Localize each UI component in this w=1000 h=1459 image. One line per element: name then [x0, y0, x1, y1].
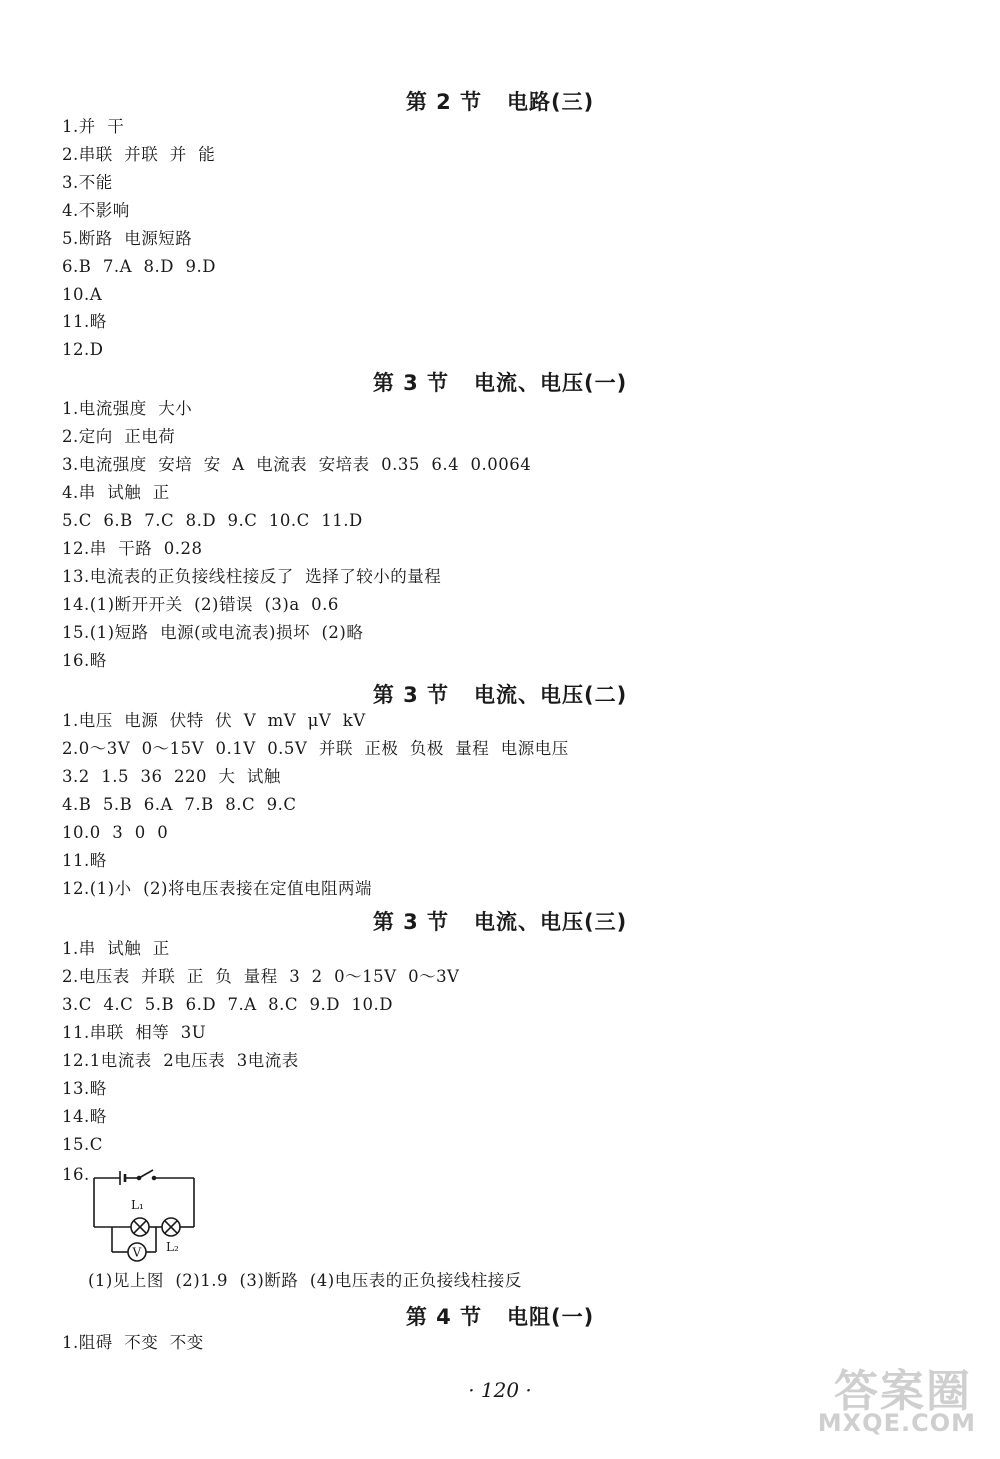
- answer-line: 12.(1)小 (2)将电压表接在定值电阻两端: [62, 879, 372, 898]
- answer-line: 2.串联 并联 并 能: [62, 145, 216, 164]
- answer-line: 10.0 3 0 0: [62, 823, 169, 842]
- answer-line: 11.串联 相等 3U: [62, 1023, 207, 1042]
- answer-line: 1.电流强度 大小: [62, 399, 193, 418]
- answer-line: 3.不能: [62, 173, 113, 192]
- watermark-logo: 答案圈: [834, 1366, 972, 1417]
- answer-line: 5.断路 电源短路: [62, 229, 193, 248]
- answer-line: 3.C 4.C 5.B 6.D 7.A 8.C 9.D 10.D: [62, 995, 393, 1014]
- answer-line: 13.略: [62, 1079, 107, 1098]
- figure-caption: (1)见上图 (2)1.9 (3)断路 (4)电压表的正负接线柱接反: [88, 1271, 522, 1290]
- answer-line: 2.电压表 并联 正 负 量程 3 2 0～15V 0～3V: [62, 967, 460, 986]
- circuit-diagram: [90, 1165, 220, 1265]
- answer-line: 15.C: [62, 1135, 103, 1154]
- answer-line: 16.: [62, 1165, 90, 1184]
- answer-line: 1.电压 电源 伏特 伏 V mV μV kV: [62, 711, 366, 730]
- answer-line: 3.电流强度 安培 安 A 电流表 安培表 0.35 6.4 0.0064: [62, 455, 532, 474]
- answer-line: 3.2 1.5 36 220 大 试触: [62, 767, 281, 786]
- answer-line: 15.(1)短路 电源(或电流表)损坏 (2)略: [62, 623, 364, 642]
- section-title: 第 3 节 电流、电压(二): [372, 683, 628, 707]
- section-title: 第 3 节 电流、电压(一): [372, 371, 628, 395]
- answer-line: 2.定向 正电荷: [62, 427, 176, 446]
- answer-line: 4.B 5.B 6.A 7.B 8.C 9.C: [62, 795, 297, 814]
- watermark: [782, 1355, 982, 1445]
- answer-line: 4.不影响: [62, 201, 130, 220]
- section-title: 第 2 节 电路(三): [405, 90, 595, 114]
- watermark-url: MXQE.COM: [817, 1409, 976, 1437]
- lamp-label: L₁: [131, 1198, 144, 1212]
- lamp-label: L₂: [166, 1240, 179, 1254]
- answer-line: 1.串 试触 正: [62, 939, 170, 958]
- page-number: · 120 ·: [468, 1378, 532, 1402]
- answer-line: 16.略: [62, 651, 107, 670]
- answer-line: 13.电流表的正负接线柱接反了 选择了较小的量程: [62, 567, 442, 586]
- answer-line: 1.阻碍 不变 不变: [62, 1333, 204, 1352]
- answer-line: 1.并 干: [62, 117, 125, 136]
- section-title: 第 3 节 电流、电压(三): [372, 910, 628, 934]
- answer-line: 5.C 6.B 7.C 8.D 9.C 10.C 11.D: [62, 511, 363, 530]
- answer-line: 10.A: [62, 285, 103, 304]
- answer-line: 11.略: [62, 851, 107, 870]
- answer-line: 14.(1)断开开关 (2)错误 (3)a 0.6: [62, 595, 339, 614]
- answer-line: 2.0～3V 0～15V 0.1V 0.5V 并联 正极 负极 量程 电源电压: [62, 739, 569, 758]
- answer-line: 6.B 7.A 8.D 9.D: [62, 257, 216, 276]
- answer-line: 12.1电流表 2电压表 3电流表: [62, 1051, 299, 1070]
- switch-blade: [139, 1170, 153, 1178]
- section-title: 第 4 节 电阻(一): [405, 1305, 595, 1329]
- answer-line: 14.略: [62, 1107, 107, 1126]
- answer-line: 4.串 试触 正: [62, 483, 170, 502]
- answer-line: 12.串 干路 0.28: [62, 539, 203, 558]
- answer-line: 11.略: [62, 312, 107, 331]
- meter-label: V: [132, 1245, 142, 1260]
- answer-line: 12.D: [62, 340, 104, 359]
